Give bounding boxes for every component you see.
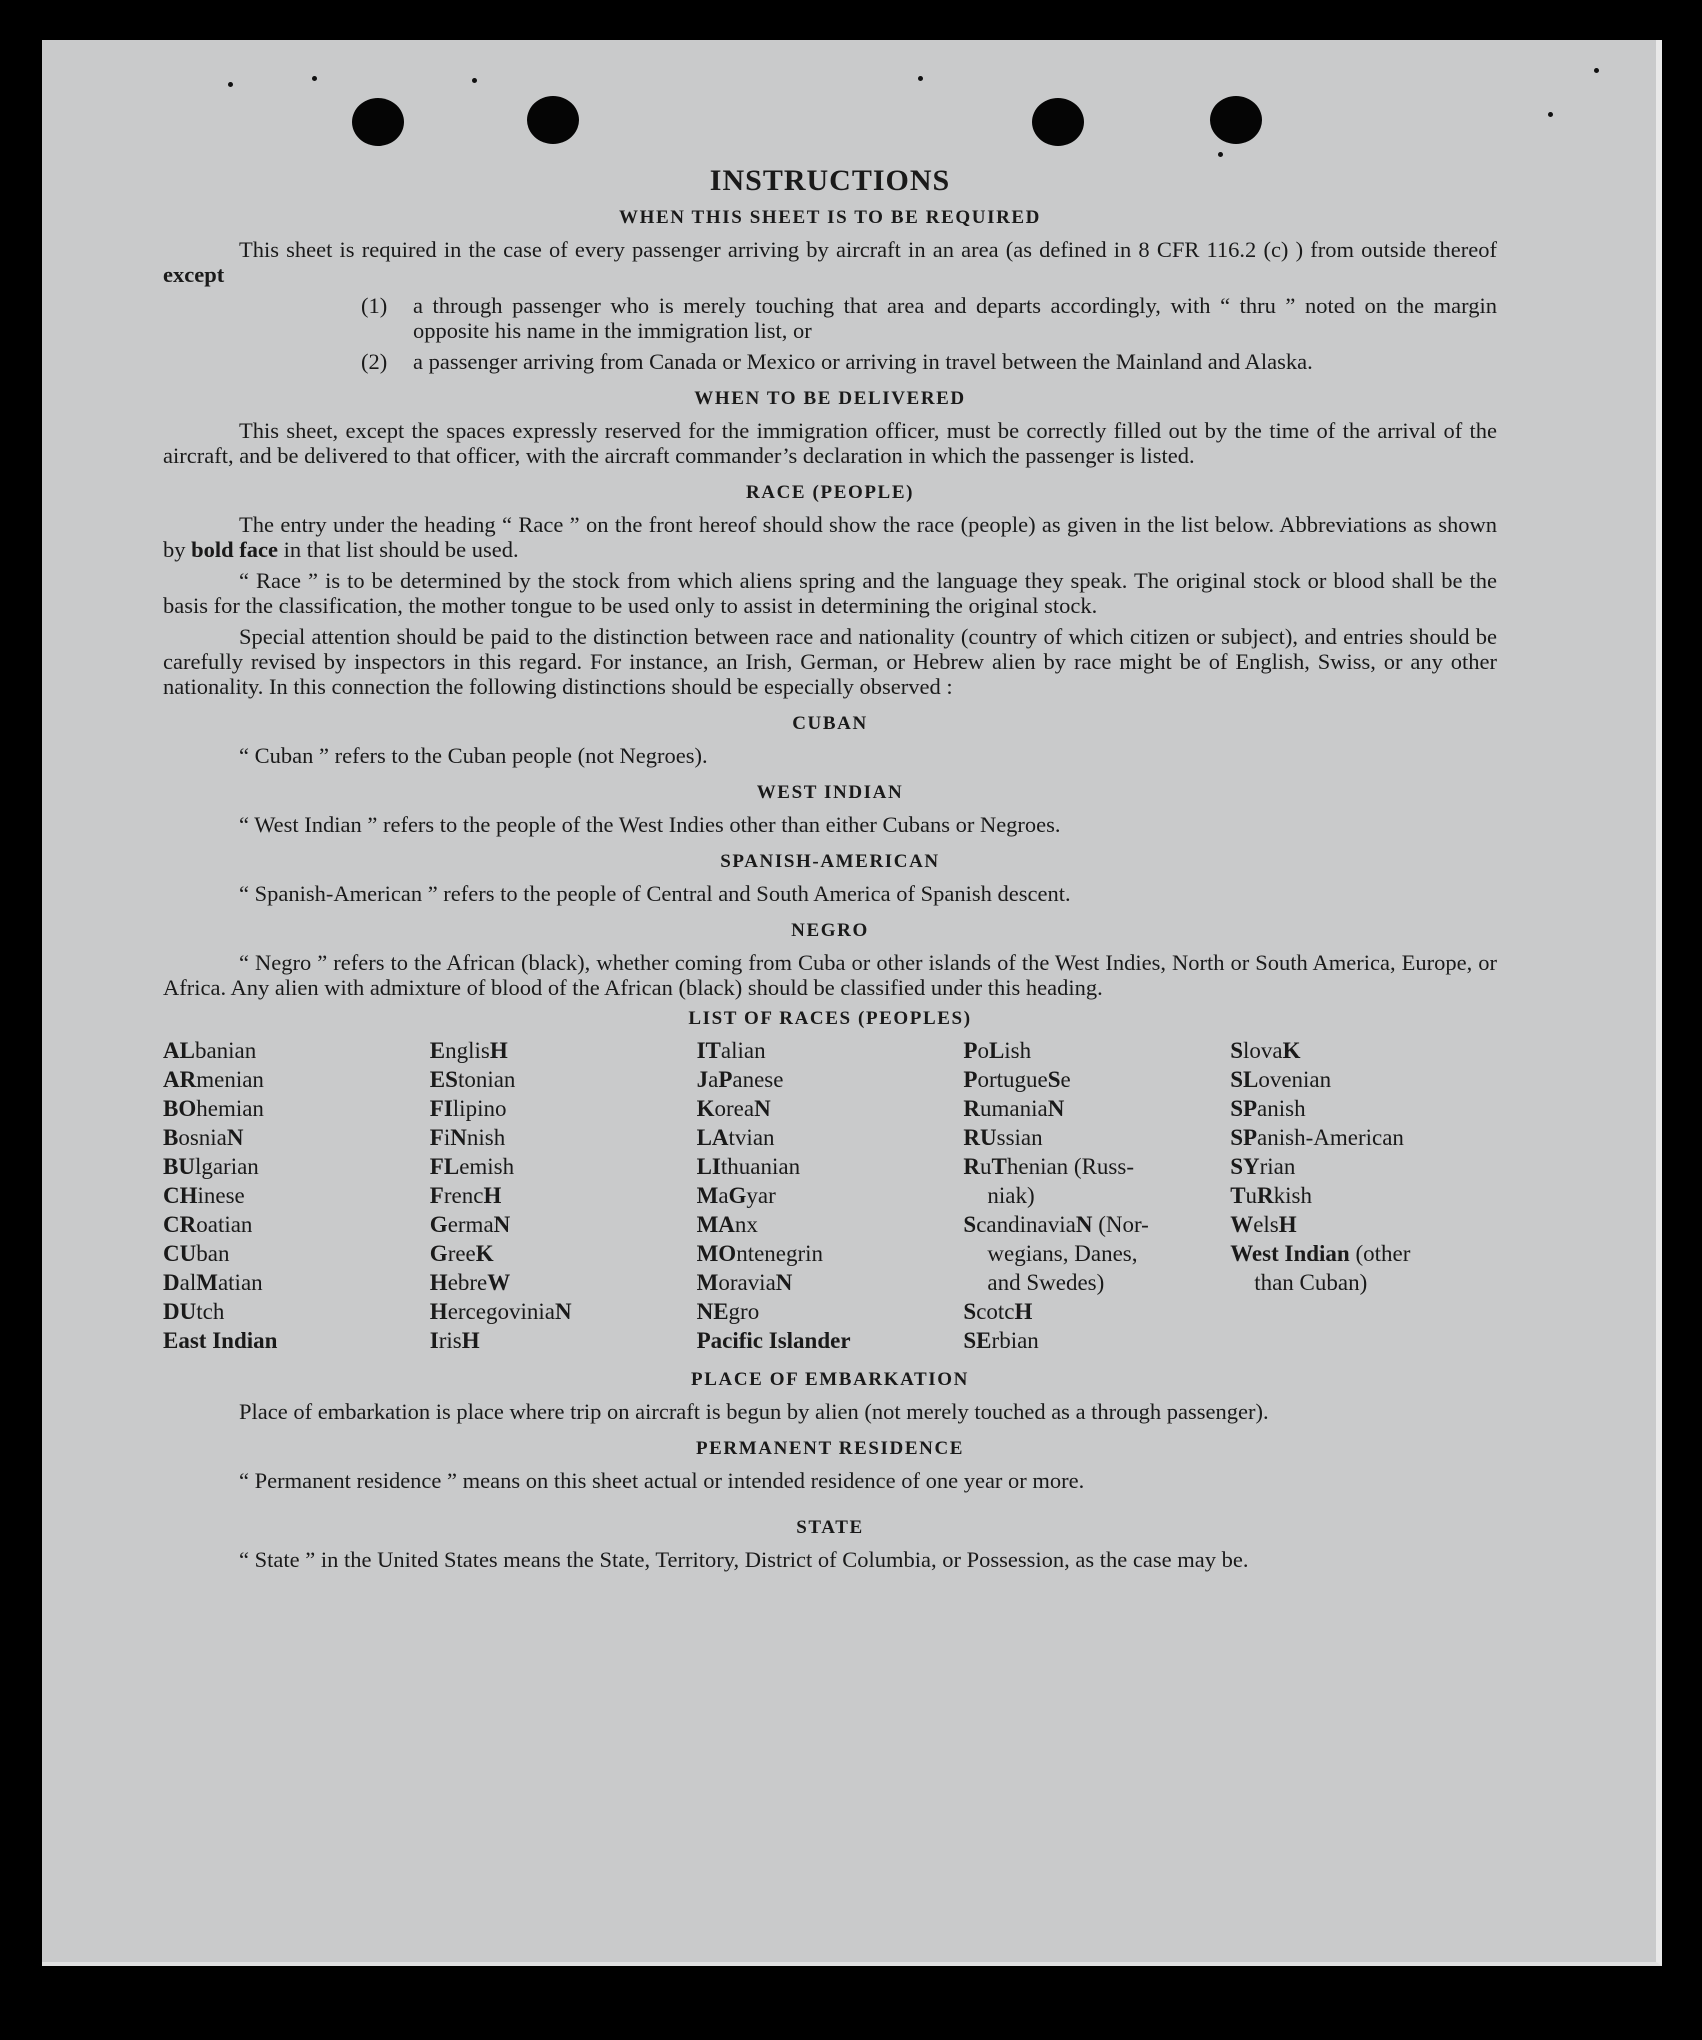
race-entry: MaGyar bbox=[696, 1183, 776, 1208]
cuban-text: “ Cuban ” refers to the Cuban people (not Negroes). bbox=[239, 743, 708, 768]
race-entry: JaPanese bbox=[696, 1067, 784, 1092]
race-entry: SLovenian bbox=[1230, 1067, 1332, 1092]
heading-negro: NEGRO bbox=[791, 920, 869, 941]
race-entry: ScotcH bbox=[963, 1299, 1033, 1324]
race-entry: East Indian bbox=[163, 1328, 278, 1353]
race-entry: TuRkish bbox=[1230, 1183, 1312, 1208]
punch-hole bbox=[352, 98, 404, 146]
heading-permanent-residence: PERMANENT RESIDENCE bbox=[695, 1438, 965, 1459]
race-column bbox=[1230, 1036, 1497, 1355]
race-entry: West Indian (other bbox=[1230, 1241, 1411, 1266]
race-entry: SYrian bbox=[1230, 1154, 1296, 1179]
race-column bbox=[430, 1036, 697, 1355]
race-entry: LAtvian bbox=[696, 1125, 775, 1150]
race-entry: ARmenian bbox=[163, 1067, 264, 1092]
race-entry: FIlipino bbox=[429, 1096, 507, 1121]
race-entry: LIthuanian bbox=[696, 1154, 801, 1179]
race-entry: ALbanian bbox=[163, 1038, 257, 1063]
race-entry: CUban bbox=[163, 1241, 230, 1266]
race-entry: HebreW bbox=[429, 1270, 511, 1295]
instructions-content bbox=[163, 165, 1497, 1578]
race-entry: CHinese bbox=[163, 1183, 245, 1208]
race-entry: MAnx bbox=[696, 1212, 758, 1237]
state-text: “ State ” in the United States means the State, Territory, District of Columbia, or Possession, as the case may be. bbox=[239, 1547, 1249, 1572]
race-entry: Pacific Islander bbox=[696, 1328, 851, 1353]
west-indian-text: “ West Indian ” refers to the people of the West Indies other than either Cubans or Negroes. bbox=[239, 812, 1061, 837]
race-entry: DUtch bbox=[163, 1299, 225, 1324]
heading-state: STATE bbox=[796, 1517, 864, 1538]
race-entry: ITalian bbox=[696, 1038, 766, 1063]
punch-hole bbox=[1032, 98, 1084, 146]
race-entry: FLemish bbox=[429, 1154, 515, 1179]
speck bbox=[918, 76, 923, 81]
negro-text: “ Negro ” refers to the African (black), whether coming from Cuba or other islands of the West Indies, North or South America, Europe, or Africa. Any alien with admixture of blood of the African (black) should be classified under this heading. bbox=[163, 950, 1497, 1000]
race-entry: FrencH bbox=[429, 1183, 502, 1208]
race-entry: WelsH bbox=[1230, 1212, 1297, 1237]
residence-text: “ Permanent residence ” means on this sheet actual or intended residence of one year or more. bbox=[239, 1468, 1085, 1493]
race-entry: BosniaN bbox=[163, 1125, 244, 1150]
punch-hole bbox=[1210, 96, 1262, 144]
race-entry: niak) bbox=[987, 1183, 1035, 1208]
race-entry: BUlgarian bbox=[163, 1154, 259, 1179]
speck bbox=[228, 82, 233, 87]
heading-cuban: CUBAN bbox=[792, 713, 868, 734]
race-entry: GreeK bbox=[429, 1241, 494, 1266]
delivered-text: This sheet, except the spaces expressly reserved for the immigration officer, must be correctly filled out by the time of the arrival of the aircraft, and be delivered to that officer, with the aircraft commander’s declaration in which the passenger is listed. bbox=[163, 418, 1497, 468]
race-entry: KoreaN bbox=[696, 1096, 771, 1121]
race-entry: than Cuban) bbox=[1254, 1270, 1368, 1295]
race-entry: ScandinaviaN (Nor- bbox=[963, 1212, 1149, 1237]
race-column bbox=[697, 1036, 964, 1355]
race-entry: RumaniaN bbox=[963, 1096, 1065, 1121]
race-entry: SPanish bbox=[1230, 1096, 1306, 1121]
race-entry: CRoatian bbox=[163, 1212, 253, 1237]
race-entry: RuThenian (Russ- bbox=[963, 1154, 1134, 1179]
race-entry: SPanish-American bbox=[1230, 1125, 1404, 1150]
race-entry: IrisH bbox=[429, 1328, 480, 1353]
race-column bbox=[163, 1036, 430, 1355]
punch-hole bbox=[527, 96, 579, 144]
speck bbox=[472, 78, 477, 83]
speck bbox=[312, 76, 317, 81]
race-entry: EnglisH bbox=[429, 1038, 508, 1063]
race-paragraph-2: “ Race ” is to be determined by the stock from which aliens spring and the language they speak. The original stock or blood shall be the basis for the classification, the mother tongue to be used only to assist in determining the original stock. bbox=[163, 568, 1497, 618]
race-entry: DalMatian bbox=[163, 1270, 263, 1295]
spanish-american-text: “ Spanish-American ” refers to the people of Central and South America of Spanish descent. bbox=[239, 881, 1071, 906]
race-entry: FiNnish bbox=[429, 1125, 506, 1150]
race-entry: and Swedes) bbox=[987, 1270, 1105, 1295]
race-entry: SErbian bbox=[963, 1328, 1039, 1353]
race-entry: BOhemian bbox=[163, 1096, 264, 1121]
race-entry: PortugueSe bbox=[963, 1067, 1071, 1092]
race-entry: RUssian bbox=[963, 1125, 1043, 1150]
heading-west-indian: WEST INDIAN bbox=[756, 782, 904, 803]
speck bbox=[1218, 152, 1223, 157]
speck bbox=[1548, 112, 1553, 117]
race-entry: EStonian bbox=[429, 1067, 516, 1092]
race-paragraph-3: Special attention should be paid to the distinction between race and nationality (country of which citizen or subject), and entries should be carefully revised by inspectors in this regard. For instance, an Irish, German, or Hebrew alien by race might be of English, Swiss, or any other nationality. In this connection the following distinctions should be especially observed : bbox=[163, 624, 1497, 699]
race-entry: HercegoviniaN bbox=[429, 1299, 572, 1324]
race-entry: NEgro bbox=[696, 1299, 760, 1324]
heading-list-of-races: LIST OF RACES (PEOPLES) bbox=[688, 1008, 972, 1029]
page-title: INSTRUCTIONS bbox=[709, 164, 951, 197]
race-entry: SlovaK bbox=[1230, 1038, 1301, 1063]
race-entry: GermaN bbox=[429, 1212, 511, 1237]
race-paragraph-1: The entry under the heading “ Race ” on the front hereof should show the race (people) as given in the list below. Abbreviations as shown by bold face in that list should be used. bbox=[163, 512, 1497, 562]
race-entry: MOntenegrin bbox=[696, 1241, 824, 1266]
heading-when-delivered: WHEN TO BE DELIVERED bbox=[694, 388, 966, 409]
race-list bbox=[163, 1036, 1497, 1355]
race-entry: MoraviaN bbox=[696, 1270, 793, 1295]
race-column bbox=[963, 1036, 1230, 1355]
heading-when-required: WHEN THIS SHEET IS TO BE REQUIRED bbox=[618, 207, 1042, 228]
speck bbox=[1594, 68, 1599, 73]
heading-place-of-embarkation: PLACE OF EMBARKATION bbox=[691, 1369, 969, 1390]
exception-item: (2) a passenger arriving from Canada or Mexico or arriving in travel between the Mainland and Alaska. bbox=[361, 349, 1313, 374]
embarkation-text: Place of embarkation is place where trip on aircraft is begun by alien (not merely touched as a through passenger). bbox=[239, 1399, 1269, 1424]
heading-spanish-american: SPANISH-AMERICAN bbox=[720, 851, 940, 872]
required-intro: This sheet is required in the case of every passenger arriving by aircraft in an area (as defined in 8 CFR 116.2 (c) ) from outside thereof except bbox=[163, 237, 1497, 287]
exception-item: (1) a through passenger who is merely touching that area and departs accordingly, with “ thru ” noted on the margin opposite his name in the immigration list, or bbox=[361, 293, 1497, 343]
race-entry: PoLish bbox=[963, 1038, 1032, 1063]
race-entry: wegians, Danes, bbox=[987, 1241, 1138, 1266]
heading-race: RACE (PEOPLE) bbox=[745, 482, 915, 503]
